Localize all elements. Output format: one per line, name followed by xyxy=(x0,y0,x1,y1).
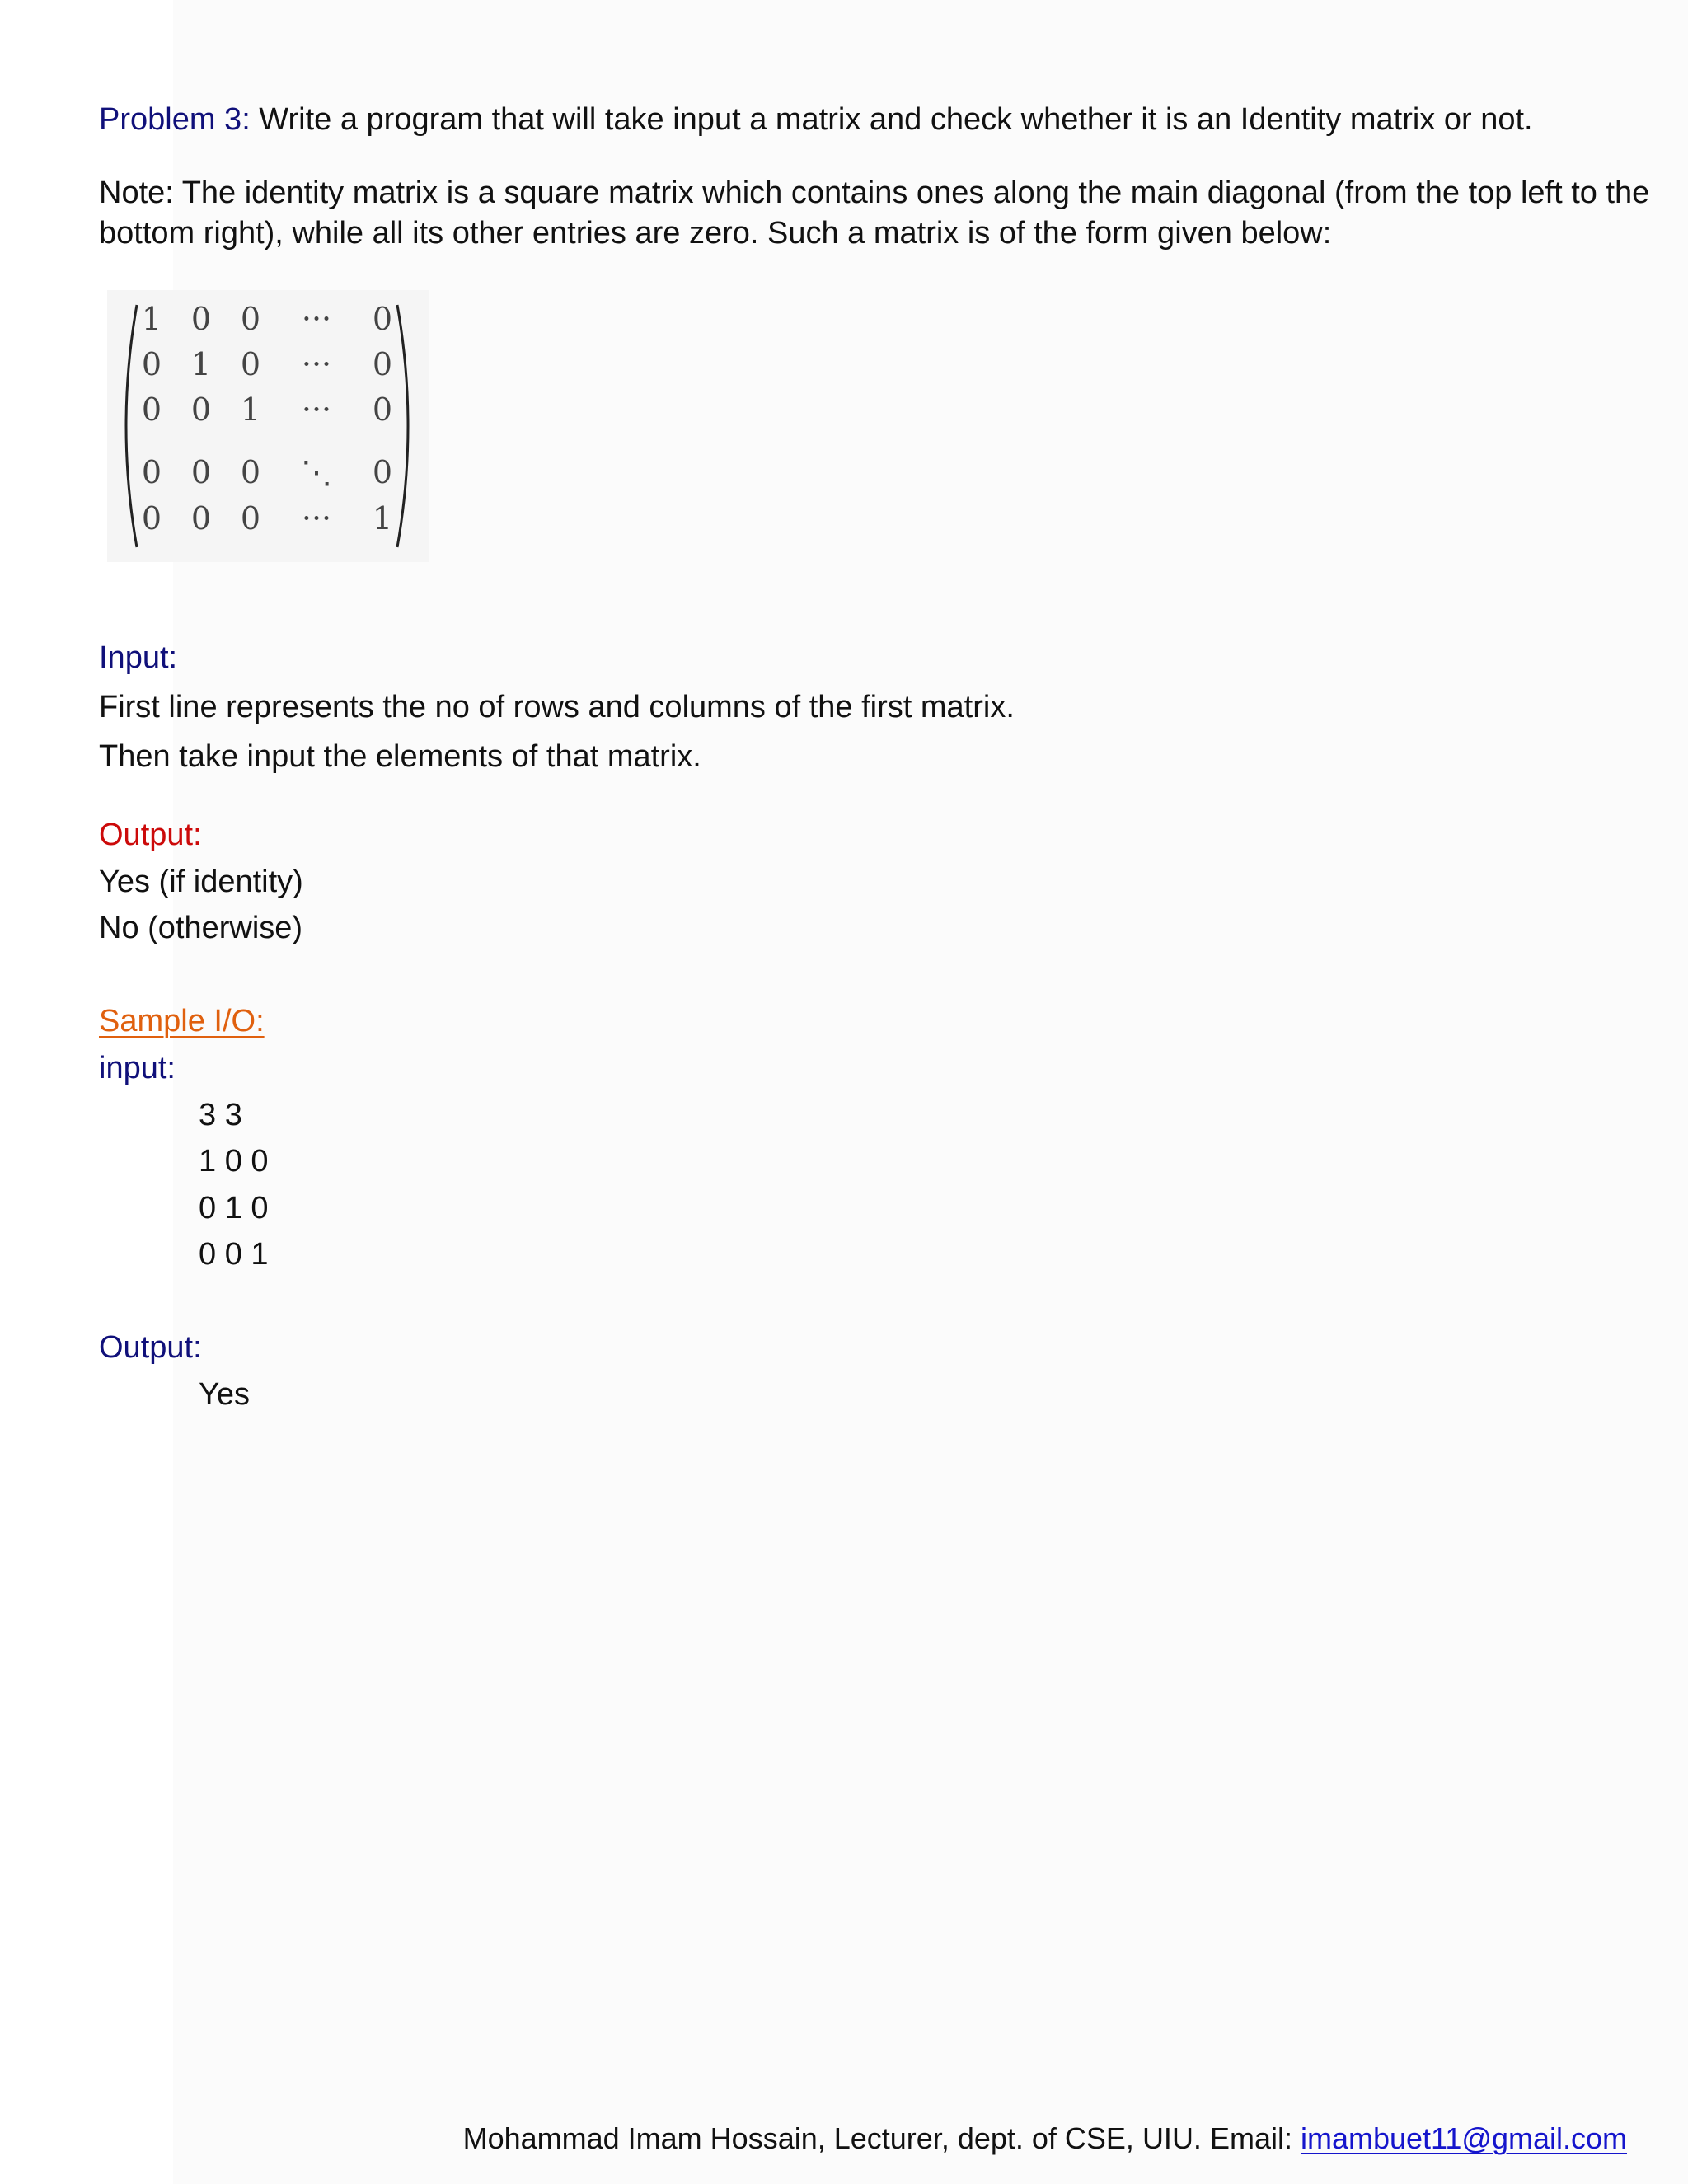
matrix-entry: 0 xyxy=(372,346,393,382)
matrix-entry: 0 xyxy=(190,500,212,537)
footer xyxy=(463,2118,1627,2159)
input-heading: Input: xyxy=(99,640,178,675)
sample-input-line: 3 3 xyxy=(199,1098,242,1132)
matrix-entry: ··· xyxy=(301,301,332,337)
matrix-entry: 0 xyxy=(240,301,261,337)
input-desc-line-1: First line represents the no of rows and columns of the first matrix. xyxy=(99,690,1015,724)
problem-label: Problem 3: xyxy=(99,102,251,137)
matrix-entry: 0 xyxy=(190,454,212,490)
matrix-entry: 0 xyxy=(372,301,393,337)
matrix-entry: 1 xyxy=(190,346,212,382)
problem-text: Write a program that will take input a matrix and check whether it is an Identity matrix or not. xyxy=(250,102,1533,137)
output-desc-line-2: No (otherwise) xyxy=(99,911,303,945)
matrix-entry: 1 xyxy=(141,301,162,337)
matrix-entry: 0 xyxy=(240,500,261,537)
sample-input-line: 1 0 0 xyxy=(199,1144,269,1179)
sample-input-line: 0 0 1 xyxy=(199,1237,269,1272)
footer-text: Mohammad Imam Hossain, Lecturer, dept. of CSE, UIU. Email: xyxy=(462,2121,1301,2155)
matrix-entry: 0 xyxy=(190,301,212,337)
sample-input-line: 0 1 0 xyxy=(199,1191,269,1226)
identity-matrix-figure xyxy=(107,290,429,562)
matrix-entry: 0 xyxy=(372,391,393,428)
identity-matrix-svg xyxy=(107,290,429,562)
footer-email-link[interactable]: imambuet11@gmail.com xyxy=(1300,2121,1627,2155)
problem-statement xyxy=(99,99,1533,140)
matrix-entry: 1 xyxy=(372,500,393,537)
matrix-entry: 0 xyxy=(240,346,261,382)
matrix-entry: ··· xyxy=(301,346,332,382)
matrix-entry: 0 xyxy=(372,454,393,490)
output-heading: Output: xyxy=(99,818,202,852)
matrix-entry: 0 xyxy=(141,454,162,490)
note-line-1: Note: The identity matrix is a square matrix which contains ones along the main diagonal (from the top left to the xyxy=(99,176,1650,210)
matrix-entry: ⋱ xyxy=(301,454,332,490)
matrix-right-parenthesis xyxy=(397,305,408,547)
sample-output-label: Output: xyxy=(99,1330,202,1365)
matrix-entry: ··· xyxy=(301,500,332,537)
matrix-cells xyxy=(142,301,392,537)
matrix-entry: 0 xyxy=(240,454,261,490)
input-desc-line-2: Then take input the elements of that matrix. xyxy=(99,739,701,774)
matrix-entry: 1 xyxy=(240,391,261,428)
matrix-entry: 0 xyxy=(141,391,162,428)
sample-output-line: Yes xyxy=(199,1377,250,1412)
matrix-entry: ··· xyxy=(301,391,332,428)
output-desc-line-1: Yes (if identity) xyxy=(99,865,303,899)
matrix-entry: 0 xyxy=(141,346,162,382)
note-line-2: bottom right), while all its other entries are zero. Such a matrix is of the form given below: xyxy=(99,216,1332,251)
matrix-entry: 0 xyxy=(141,500,162,537)
sample-input-label: input: xyxy=(99,1051,176,1085)
matrix-entry: 0 xyxy=(190,391,212,428)
sample-io-heading: Sample I/O: xyxy=(99,1004,265,1038)
matrix-left-parenthesis xyxy=(126,305,137,547)
